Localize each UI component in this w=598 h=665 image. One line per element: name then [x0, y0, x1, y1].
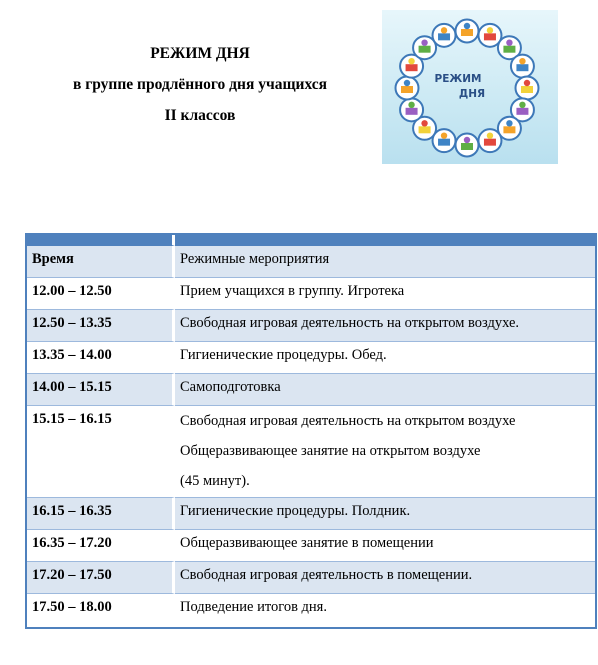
activity-cell	[175, 406, 595, 498]
table-row	[27, 310, 595, 342]
table-row	[27, 406, 595, 498]
page-subtitle: в группе продлённого дня учащихся	[72, 76, 328, 93]
activity-cell	[175, 342, 595, 374]
table-row	[27, 278, 595, 310]
time-cell: 16.15 – 16.35	[27, 498, 175, 530]
activity-cell	[175, 498, 595, 530]
table-row	[27, 498, 595, 530]
time-cell: 15.15 – 16.15	[27, 406, 175, 498]
activity-cell	[175, 594, 595, 627]
activity-cell	[175, 562, 595, 594]
table-row	[27, 594, 595, 627]
activity-text: Прием учащихся в группу. Игротека	[180, 283, 405, 299]
plate-icon	[516, 77, 539, 100]
clock-icon	[456, 134, 479, 157]
desk-icon	[478, 129, 501, 152]
activity-cell	[175, 278, 595, 310]
schedule-table	[25, 233, 597, 629]
table-header-band	[27, 235, 595, 246]
time-cell: 16.35 – 17.20	[27, 530, 175, 562]
table-row	[27, 374, 595, 406]
desk-icon	[433, 24, 456, 47]
clock-icon	[456, 20, 479, 43]
activity-text: Свободная игровая деятельность на открытом воздухе	[180, 413, 516, 429]
daily-routine-illustration	[382, 10, 558, 164]
activity-cell	[175, 530, 595, 562]
time-cell: 14.00 – 15.15	[27, 374, 175, 406]
table-row	[27, 342, 595, 374]
time-cell: 12.00 – 12.50	[27, 278, 175, 310]
illustration-svg	[382, 10, 558, 164]
sun-icon	[400, 98, 423, 121]
activity-text: Гигиенические процедуры. Полдник.	[180, 503, 411, 519]
time-cell: 13.35 – 14.00	[27, 342, 175, 374]
activity-cell	[175, 310, 595, 342]
table-row	[27, 562, 595, 594]
activity-text: Общеразвивающее занятие на открытом воздухе	[180, 443, 481, 459]
activity-text: Общеразвивающее занятие в помещении	[180, 535, 434, 551]
time-cell: 17.50 – 18.00	[27, 594, 175, 627]
activity-text: Гигиенические процедуры. Обед.	[180, 347, 387, 363]
table-row	[27, 530, 595, 562]
time-cell: 17.20 – 17.50	[27, 562, 175, 594]
activity-text: Подведение итогов дня.	[180, 599, 327, 615]
time-cell: 12.50 – 13.35	[27, 310, 175, 342]
column-header-activity: Режимные мероприятия	[175, 246, 595, 278]
illustration-caption-2: ДНЯ	[458, 88, 486, 100]
table-column-header-row	[27, 246, 595, 278]
activity-text: Свободная игровая деятельность на открытом воздухе.	[180, 315, 520, 331]
plate-icon	[396, 77, 419, 100]
page-title: РЕЖИМ ДНЯ	[150, 45, 250, 62]
page-subtitle-grade: II классов	[164, 107, 236, 124]
title-block	[0, 38, 400, 131]
sun-icon	[511, 55, 534, 78]
column-header-time: Время	[27, 246, 175, 278]
activity-text: Самоподготовка	[180, 379, 281, 395]
activity-cell	[175, 374, 595, 406]
activity-text: (45 минут).	[180, 473, 250, 489]
illustration-caption-1: РЕЖИМ	[434, 73, 482, 85]
activity-text: Свободная игровая деятельность в помещении.	[180, 567, 473, 583]
